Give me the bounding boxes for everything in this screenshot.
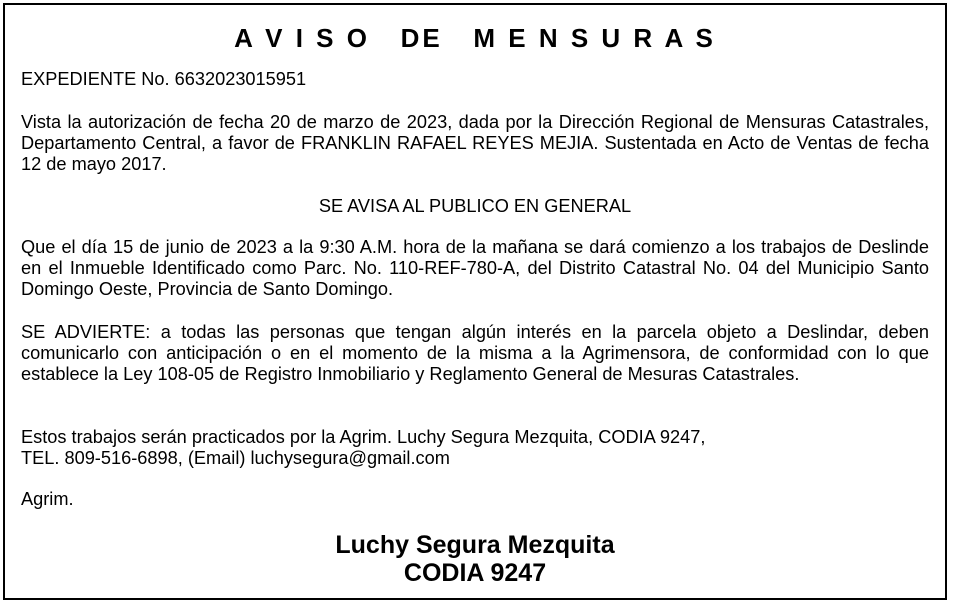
notice-body [21, 5, 929, 598]
public-notice-heading: SE AVISA AL PUBLICO EN GENERAL [318, 196, 632, 216]
agrim-label: Agrim. [21, 489, 74, 509]
warning-paragraph: SE ADVIERTE: a todas las personas que tengan algún interés en la parcela objeto a Deslindar, deben comunicarlo con anticipación o en el momento de la misma a la Agrimensora, de conformidad con lo que establece la Ley 108-05 de Registro Inmobiliario y Reglamento General de Mesuras Catastrales. [21, 322, 929, 384]
signature-name: Luchy Segura Mezquita [335, 531, 615, 559]
authorization-paragraph: Vista la autorización de fecha 20 de marzo de 2023, dada por la Dirección Regional de Mensuras Catastrales, Departamento Central, a favor de FRANKLIN RAFAEL REYES MEJIA. Sustentada en Acto de Ventas de fecha 12 de mayo 2017. [21, 112, 929, 174]
schedule-paragraph: Que el día 15 de junio de 2023 a la 9:30 A.M. hora de la mañana se dará comienzo a los trabajos de Deslinde en el Inmueble Identificado como Parc. No. 110-REF-780-A, del Distrito Catastral No. 04 del Municipio Santo Domingo Oeste, Provincia de Santo Domingo. [21, 237, 929, 299]
expediente-number: EXPEDIENTE No. 6632023015951 [21, 69, 307, 89]
signature-block [5, 531, 945, 587]
notice-box [3, 3, 947, 600]
contact-line-1: Estos trabajos serán practicados por la Agrim. Luchy Segura Mezquita, CODIA 9247, [21, 427, 706, 447]
contact-line-2: TEL. 809-516-6898, (Email) luchysegura@gmail.com [21, 448, 450, 468]
notice-title: A V I S O DE M E N S U R A S [234, 23, 716, 53]
signature-codia: CODIA 9247 [403, 559, 547, 587]
